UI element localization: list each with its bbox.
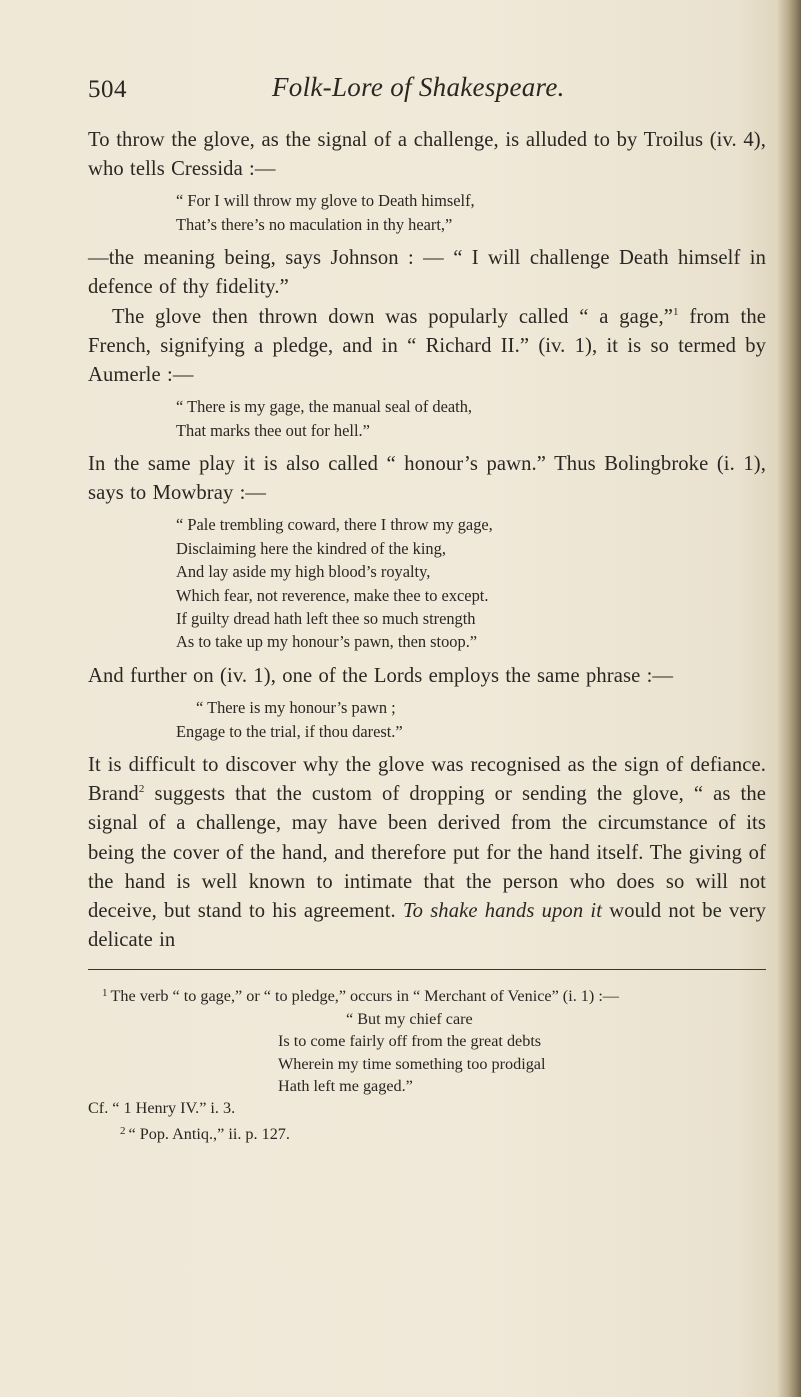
quote-line: “ But my chief care	[346, 1009, 473, 1028]
footnotes	[88, 982, 766, 1145]
quote-line: “ There is my honour’s pawn ;	[196, 698, 396, 718]
footnote-marker-1: 1	[102, 987, 108, 1000]
quote-line: “ There is my gage, the manual seal of death,	[176, 397, 472, 417]
footnote-2-text: “ Pop. Antiq.,” ii. p. 127.	[128, 1124, 290, 1143]
quote-line: If guilty dread hath left thee so much strength	[176, 609, 476, 629]
footnote-2	[88, 1120, 766, 1145]
quote-line: Which fear, not reverence, make thee to except.	[176, 585, 489, 605]
quote-line: “ Pale trembling coward, there I throw my gage,	[176, 515, 493, 535]
quote-line: Engage to the trial, if thou darest.”	[176, 721, 403, 741]
paragraph-3	[88, 303, 766, 391]
page-number: 504	[88, 76, 127, 103]
quote-line: That marks thee out for hell.”	[176, 420, 370, 440]
paragraph-6-text: It is difficult to discover why the glove was recognised as the sign of defiance. Brand	[88, 753, 766, 806]
footnote-ref-1[interactable]: 1	[673, 305, 679, 318]
page-edge	[777, 0, 801, 1397]
quote-line: Is to come fairly off from the great debts	[278, 1032, 542, 1051]
paragraph-3-text-cont: from the French, signifying a pledge, and in “ Richard II.” (iv. 1), it is so termed by Aumerle :—	[88, 305, 766, 387]
footnote-1-quote	[278, 1008, 766, 1098]
quote-line: That’s there’s no maculation in thy heart,”	[176, 214, 453, 234]
body-text	[88, 126, 766, 955]
quote-troilus	[176, 189, 766, 236]
paragraph-4: In the same play it is also called “ honour’s pawn.” Thus Bolingbroke (i. 1), says to Mowbray :—	[88, 453, 766, 505]
quote-aumerle	[176, 395, 766, 442]
quote-bolingbroke	[176, 513, 766, 653]
quote-line: “ For I will throw my glove to Death himself,	[176, 191, 475, 211]
quote-line: Wherein my time something too prodigal	[278, 1054, 546, 1073]
paragraph-6-italic: To shake hands upon it	[402, 899, 603, 922]
paragraph-2: —the meaning being, says Johnson : — “ I will challenge Death himself in defence of thy fidelity.”	[88, 247, 766, 299]
quote-line: As to take up my honour’s pawn, then stoop.”	[176, 632, 478, 652]
page-content	[88, 70, 766, 1145]
paragraph-3-text: The glove then thrown down was popularly called “ a gage,”	[112, 305, 674, 328]
footnote-1-text: The verb “ to gage,” or “ to pledge,” occurs in “ Merchant of Venice” (i. 1) :—	[110, 987, 619, 1006]
quote-lords	[176, 696, 766, 743]
footnote-1-cf: Cf. “ 1 Henry IV.” i. 3.	[88, 1099, 236, 1118]
footnote-divider	[88, 969, 766, 970]
quote-line: Hath left me gaged.”	[278, 1076, 413, 1095]
quote-line: Disclaiming here the kindred of the king,	[176, 538, 446, 558]
footnote-1	[88, 982, 766, 1007]
running-title: Folk-Lore of Shakespeare.	[272, 72, 565, 102]
paragraph-6-text-cont: suggests that the custom of dropping or sending the glove, “ as the signal of a challenge, may have been derived from the circumstance of its being the cover of the hand, and therefore put for the hand itself. The giving of the hand is well known to intimate that the person who does so will not deceive, but stand to his agreement.	[88, 783, 766, 922]
paragraph-6-text-end: would not be very delicate in	[88, 899, 767, 952]
running-head	[88, 70, 766, 110]
paragraph-5: And further on (iv. 1), one of the Lords employs the same phrase :—	[88, 664, 674, 687]
quote-line: And lay aside my high blood’s royalty,	[176, 562, 431, 582]
footnote-marker-2: 2	[120, 1124, 126, 1137]
paragraph-6	[88, 751, 766, 955]
paragraph-1: To throw the glove, as the signal of a challenge, is alluded to by Troilus (iv. 4), who tells Cressida :—	[88, 129, 766, 181]
footnote-ref-2[interactable]: 2	[138, 783, 145, 796]
